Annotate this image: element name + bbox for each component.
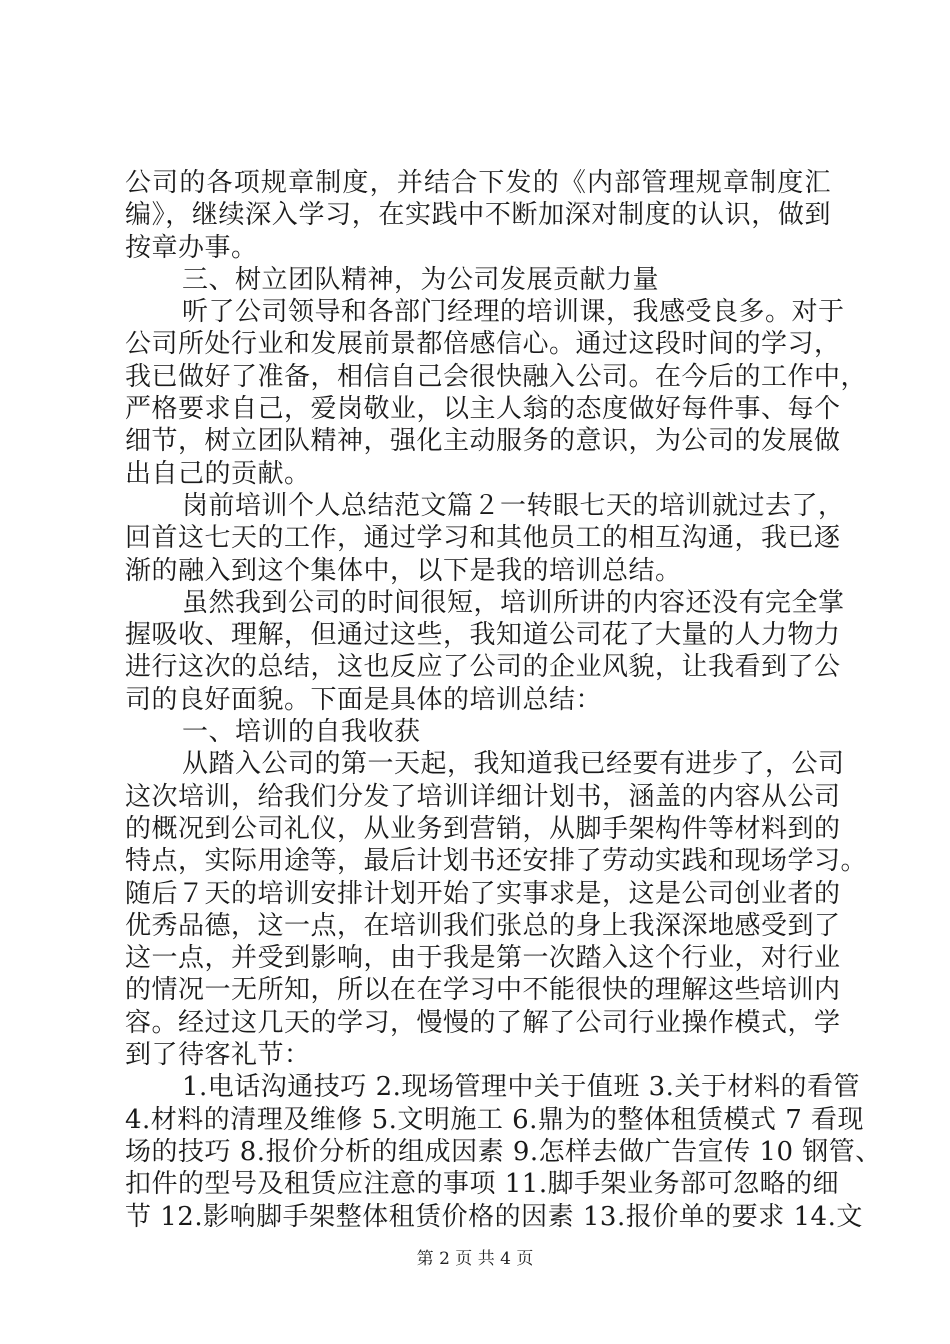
page-number-footer: 第 2 页 共 4 页 (416, 1249, 534, 1269)
list-line: 场的技巧 8.报价分析的组成因素 9.怎样去做广告宣传 10 钢管、 (125, 1136, 882, 1167)
text-line: 听了公司领导和各部门经理的培训课，我感受良多。对于 (182, 297, 845, 328)
text-line: 按章办事。 (125, 232, 258, 263)
text-line: 回首这七天的工作，通过学习和其他员工的相互沟通，我已逐 (125, 523, 841, 554)
text-line: 司的良好面貌。下面是具体的培训总结： (125, 684, 603, 715)
text-line: 优秀品德，这一点，在培训我们张总的身上我深深地感受到了 (125, 910, 841, 941)
text-line: 的情况一无所知，所以在在学习中不能很快的理解这些培训内 (125, 975, 841, 1006)
list-line: 4.材料的清理及维修 5.文明施工 6.鼎为的整体租赁模式 7 看现 (125, 1104, 865, 1135)
list-line: 1.电话沟通技巧 2.现场管理中关于值班 3.关于材料的看管 (182, 1072, 860, 1103)
list-line: 扣件的型号及租赁应注意的事项 11.脚手架业务部可忽略的细 (125, 1169, 840, 1200)
text-line: 出自己的贡献。 (125, 458, 311, 489)
text-line: 公司所处行业和发展前景都倍感信心。通过这段时间的学习， (125, 329, 841, 360)
section-heading: 三、树立团队精神，为公司发展贡献力量 (182, 264, 660, 295)
text-line: 岗前培训个人总结范文篇２一转眼七天的培训就过去了， (182, 490, 845, 521)
text-line: 这次培训，给我们分发了培训详细计划书，涵盖的内容从公司 (125, 781, 841, 812)
text-line: 随后７天的培训安排计划开始了实事求是，这是公司创业者的 (125, 878, 841, 909)
list-line: 节 12.影响脚手架整体租赁价格的因素 13.报价单的要求 14.文 (125, 1201, 863, 1232)
text-line: 渐的融入到这个集体中，以下是我的培训总结。 (125, 555, 682, 586)
text-line: 从踏入公司的第一天起，我知道我已经要有进步了，公司 (182, 749, 845, 780)
section-heading: 一、培训的自我收获 (182, 717, 421, 748)
text-line: 的概况到公司礼仪，从业务到营销，从脚手架构件等材料到的 (125, 813, 841, 844)
text-line: 细节，树立团队精神，强化主动服务的意识，为公司的发展做 (125, 426, 841, 457)
text-line: 我已做好了准备，相信自己会很快融入公司。在今后的工作中， (125, 361, 868, 392)
text-line: 特点，实际用途等，最后计划书还安排了劳动实践和现场学习。 (125, 846, 868, 877)
text-line: 严格要求自己，爱岗敬业，以主人翁的态度做好每件事、每个 (125, 394, 841, 425)
document-body (125, 167, 882, 1233)
text-line: 容。经过这几天的学习，慢慢的了解了公司行业操作模式，学 (125, 1007, 841, 1038)
text-line: 公司的各项规章制度，并结合下发的《内部管理规章制度汇 (125, 168, 831, 198)
text-line: 进行这次的总结，这也反应了公司的企业风貌，让我看到了公 (125, 652, 841, 683)
text-line: 握吸收、理解，但通过这些，我知道公司花了大量的人力物力 (125, 620, 841, 651)
text-line: 虽然我到公司的时间很短，培训所讲的内容还没有完全掌 (182, 587, 845, 618)
text-line: 到了待客礼节： (125, 1040, 311, 1071)
text-line: 这一点，并受到影响，由于我是第一次踏入这个行业，对行业 (125, 943, 841, 974)
text-line: 编》，继续深入学习，在实践中不断加深对制度的认识，做到 (125, 200, 831, 231)
